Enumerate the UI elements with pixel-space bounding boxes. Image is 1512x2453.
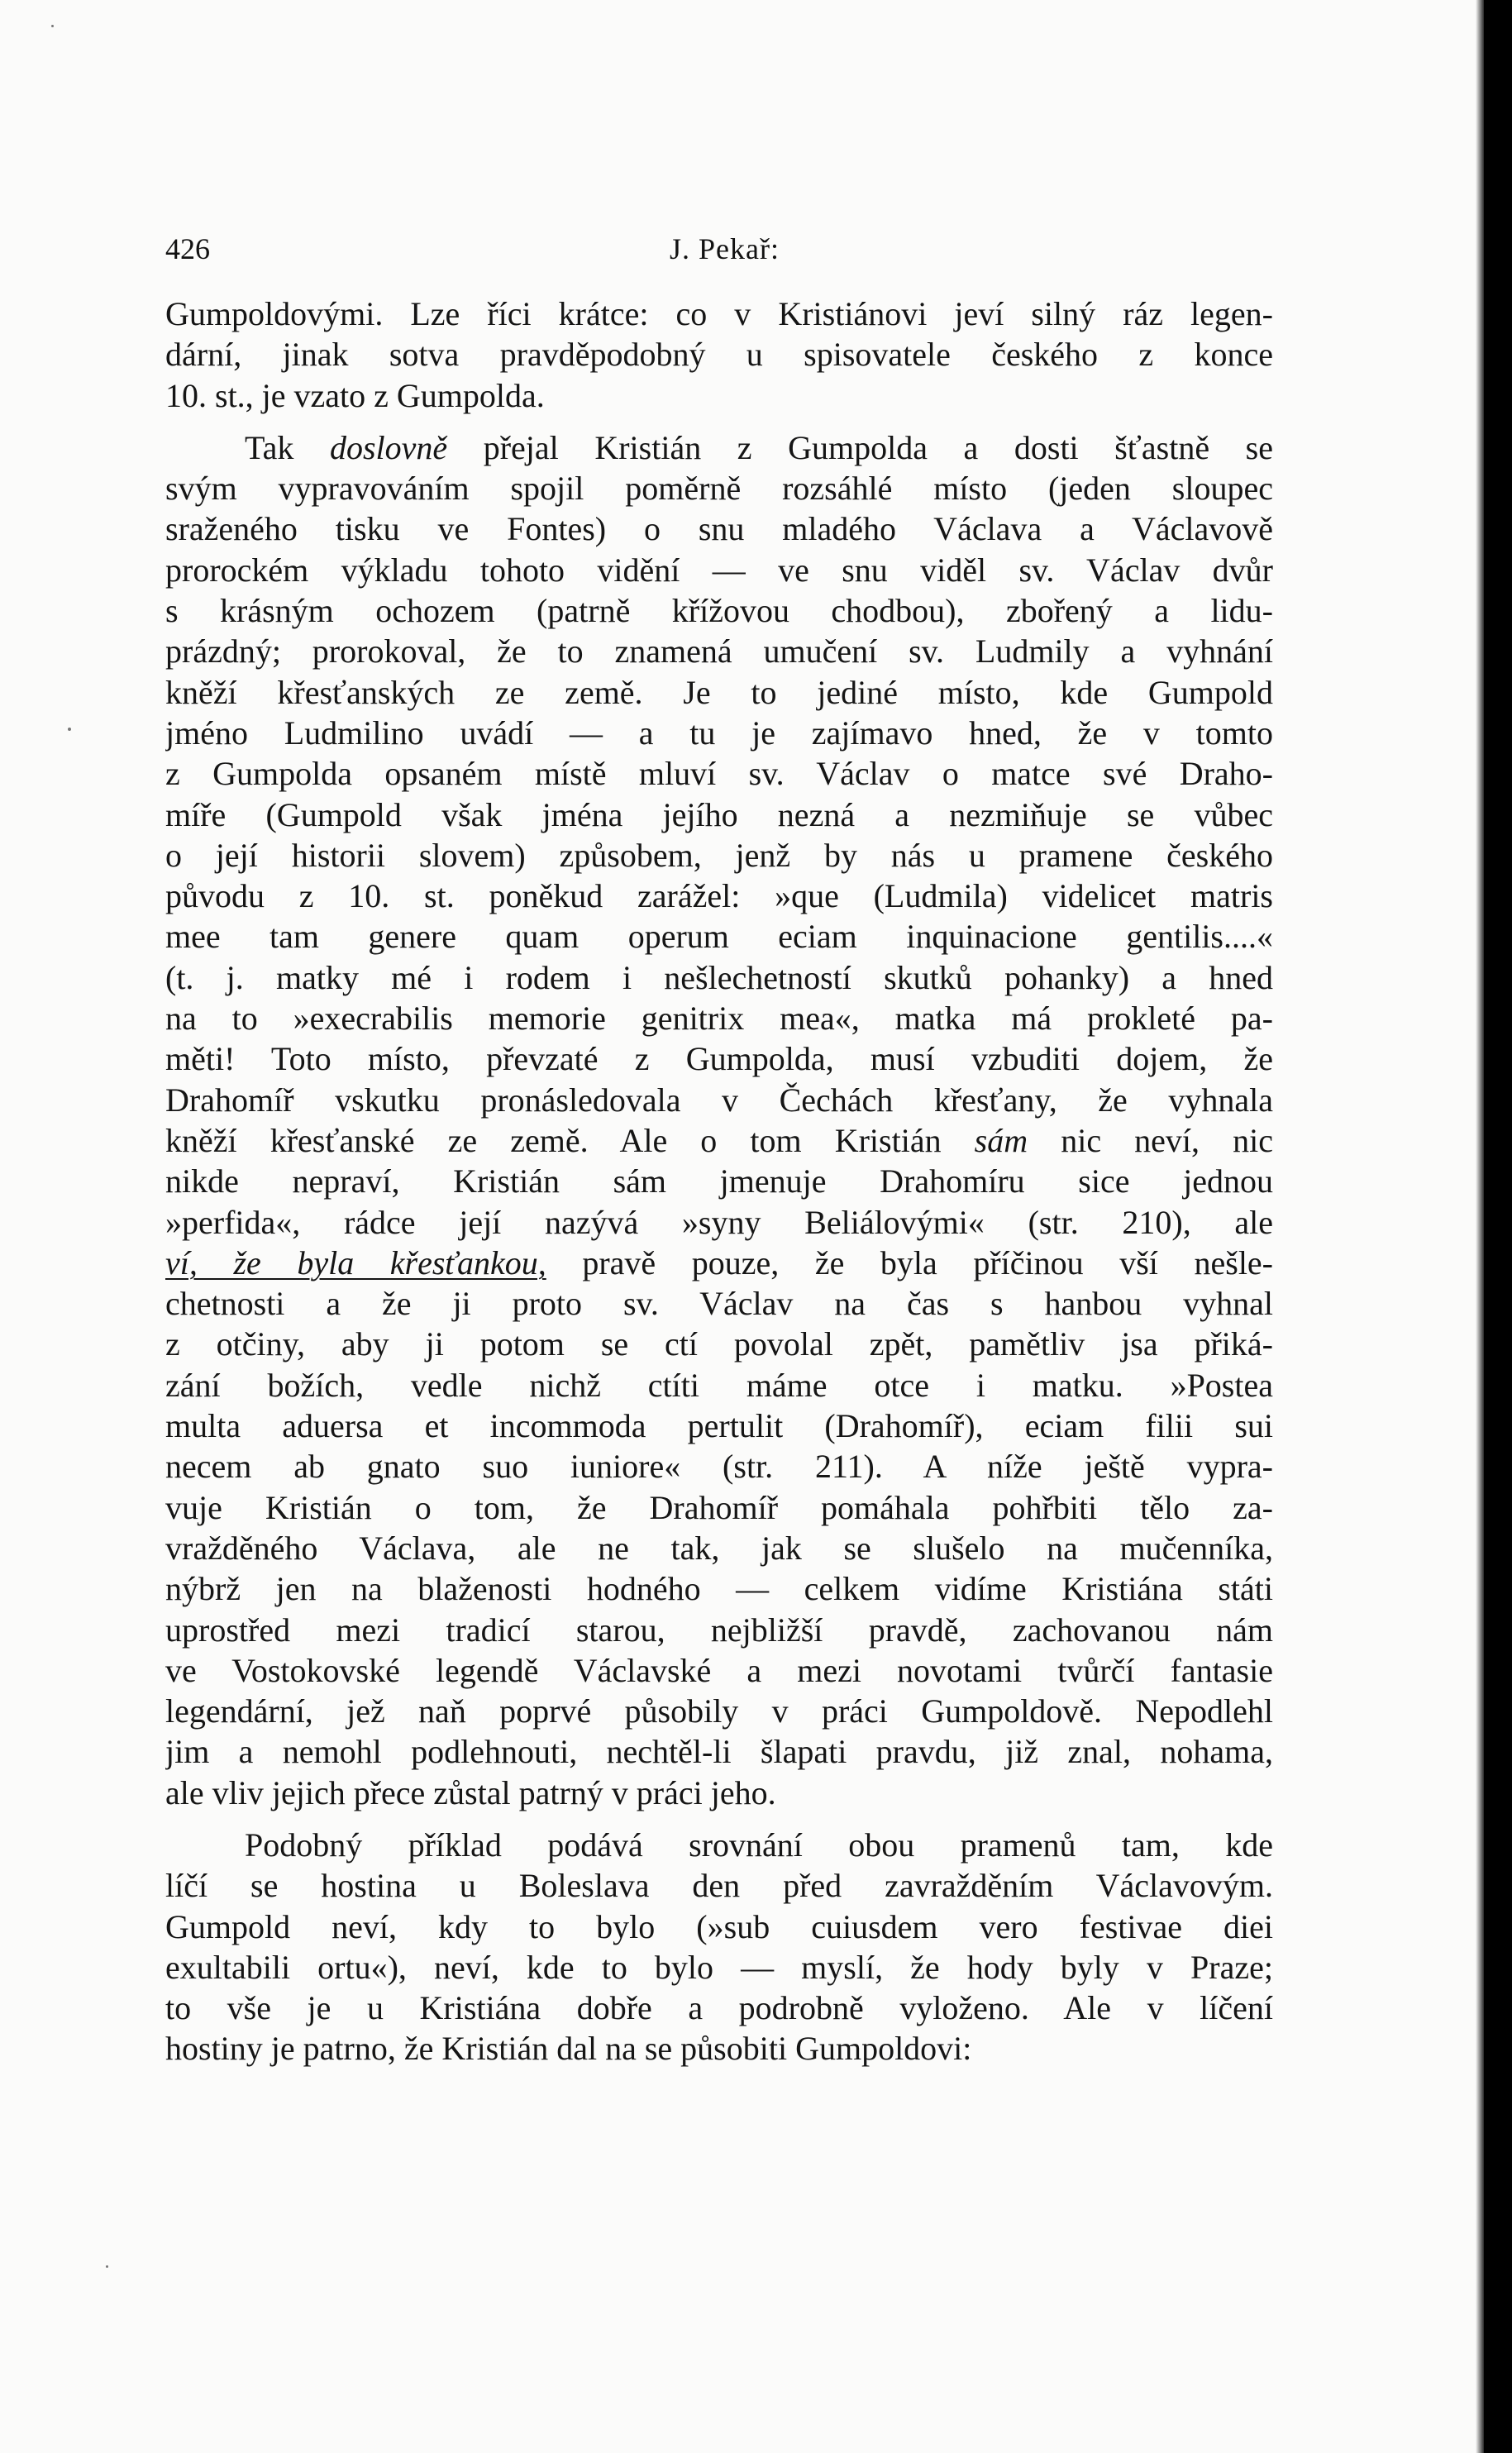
text-line: legendární, jež naň poprvé působily v práci Gumpoldově. Nepodlehl xyxy=(165,1692,1273,1730)
text-run: kněží křesťanské ze země. Ale o tom Kristián xyxy=(165,1121,975,1159)
text-line: prorockém výkladu tohoto vidění — ve snu viděl sv. Václav dvůr xyxy=(165,551,1273,589)
text-line: mee tam genere quam operum eciam inquinacione gentilis....« xyxy=(165,918,1273,956)
text-line: Gumpold neví, kdy to bylo (»sub cuiusdem vero festivae diei xyxy=(165,1907,1273,1945)
text-line: to vše je u Kristiána dobře a podrobně vyloženo. Ale v líčení xyxy=(165,1989,1273,2027)
text-line: svým vypravováním spojil poměrně rozsáhlé místo (jeden sloupec xyxy=(165,470,1273,508)
text-run: přejal Kristián z Gumpolda a dosti šťastně se xyxy=(447,428,1273,466)
text-line: sraženého tisku ve Fontes) o snu mladého Václava a Václavově xyxy=(165,510,1273,548)
underlined-italic-emphasis: ví, že byla křesťankou, xyxy=(165,1243,546,1281)
text-line: chetnosti a že ji proto sv. Václav na čas s hanbou vyhnal xyxy=(165,1285,1273,1323)
text-line: původu z 10. st. poněkud zarážel: »que (Ludmila) videlicet matris xyxy=(165,877,1273,915)
text-line: zání božích, vedle nichž ctíti máme otce i matku. »Postea xyxy=(165,1366,1273,1404)
text-line: kněží křesťanských ze země. Je to jediné místo, kde Gumpold xyxy=(165,673,1273,711)
text-line: nýbrž jen na blaženosti hodného — celkem vidíme Kristiána státi xyxy=(165,1570,1273,1608)
text-line: míře (Gumpold však jména jejího nezná a nezmiňuje se vůbec xyxy=(165,795,1273,833)
text-line: Podobný příklad podává srovnání obou pramenů tam, kde xyxy=(245,1825,1273,1864)
text-run: nic neví, nic xyxy=(1028,1121,1273,1159)
text-line: s krásným ochozem (patrně křížovou chodbou), zbořený a lidu- xyxy=(165,592,1273,630)
text-line xyxy=(165,1120,1273,1161)
text-line: Drahomíř vskutku pronásledovala v Čechách křesťany, že vyhnala xyxy=(165,1081,1273,1119)
text-line: multa aduersa et incommoda pertulit (Drahomíř), eciam filii sui xyxy=(165,1407,1273,1445)
paragraph xyxy=(165,294,1273,416)
text-run: pravě pouze, že byla příčinou vší nešle- xyxy=(546,1243,1273,1281)
text-line: z Gumpolda opsaném místě mluví sv. Václav o matce své Draho- xyxy=(165,755,1273,793)
text-line xyxy=(165,1243,1273,1283)
text-line: o její historii slovem) způsobem, jenž by nás u pramene českého xyxy=(165,836,1273,874)
text-line xyxy=(165,427,1273,468)
text-line: nikde nepraví, Kristián sám jmenuje Drahomíru sice jednou xyxy=(165,1162,1273,1200)
page-edge-shadow xyxy=(1476,0,1484,2453)
page-header xyxy=(165,231,1273,281)
text-line: dární, jinak sotva pravděpodobný u spisovatele českého z konce xyxy=(165,336,1273,374)
scan-speck xyxy=(106,2265,108,2268)
text-line: z otčiny, aby ji potom se ctí povolal zpět, pamětliv jsa přiká- xyxy=(165,1325,1273,1363)
text-line: (t. j. matky mé i rodem i nešlechetností skutků pohanky) a hned xyxy=(165,958,1273,996)
italic-emphasis: doslovně xyxy=(329,428,448,466)
text-line: ale vliv jejich přece zůstal patrný v práci jeho. xyxy=(165,1773,776,1811)
text-line: líčí se hostina u Boleslava den před zavražděním Václavovým. xyxy=(165,1867,1273,1905)
text-line: prázdný; prorokoval, že to znamená umučení sv. Ludmily a vyhnání xyxy=(165,632,1273,671)
body-text xyxy=(165,294,1273,2069)
paragraph-gap xyxy=(165,1813,1273,1825)
text-line: Gumpoldovými. Lze říci krátce: co v Kristiánovi jeví silný ráz legen- xyxy=(165,295,1273,332)
text-line: 10. st., je vzato z Gumpolda. xyxy=(165,376,545,414)
text-line: měti! Toto místo, převzaté z Gumpolda, musí vzbuditi dojem, že xyxy=(165,1040,1273,1078)
paragraph xyxy=(165,427,1273,1813)
text-line: jim a nemohl podlehnouti, nechtěl-li šlapati pravdu, již znal, nohama, xyxy=(165,1733,1273,1771)
text-line: ve Vostokovské legendě Václavské a mezi novotami tvůrčí fantasie xyxy=(165,1651,1273,1689)
page-number: 426 xyxy=(165,232,210,265)
text-line: hostiny je patrno, že Kristián dal na se působiti Gumpoldovi: xyxy=(165,2030,972,2068)
italic-emphasis: sám xyxy=(974,1121,1028,1159)
scan-speck xyxy=(68,728,71,731)
text-line: na to »execrabilis memorie genitrix mea«, matka má prokleté pa- xyxy=(165,1000,1273,1038)
text-line: vražděného Václava, ale ne tak, jak se slušelo na mučenníka, xyxy=(165,1529,1273,1567)
text-line: exultabili ortu«), neví, kde to bylo — myslí, že hody byly v Praze; xyxy=(165,1948,1273,1986)
running-head: J. Pekař: xyxy=(670,232,780,265)
paragraph-gap xyxy=(165,416,1273,427)
text-line: vuje Kristián o tom, že Drahomíř pomáhala pohřbiti tělo za- xyxy=(165,1488,1273,1526)
scan-speck xyxy=(51,25,54,27)
text-line: uprostřed mezi tradicí starou, nejbližší pravdě, zachovanou nám xyxy=(165,1611,1273,1649)
text-line: necem ab gnato suo iuniore« (str. 211). A níže ještě vypra- xyxy=(165,1448,1273,1486)
paragraph xyxy=(165,1825,1273,2069)
text-line: jméno Ludmilino uvádí — a tu je zajímavo hned, že v tomto xyxy=(165,713,1273,752)
text-line: »perfida«, rádce její nazývá »syny Beliálovými« (str. 210), ale xyxy=(165,1203,1273,1241)
text-run: Tak xyxy=(245,428,330,466)
